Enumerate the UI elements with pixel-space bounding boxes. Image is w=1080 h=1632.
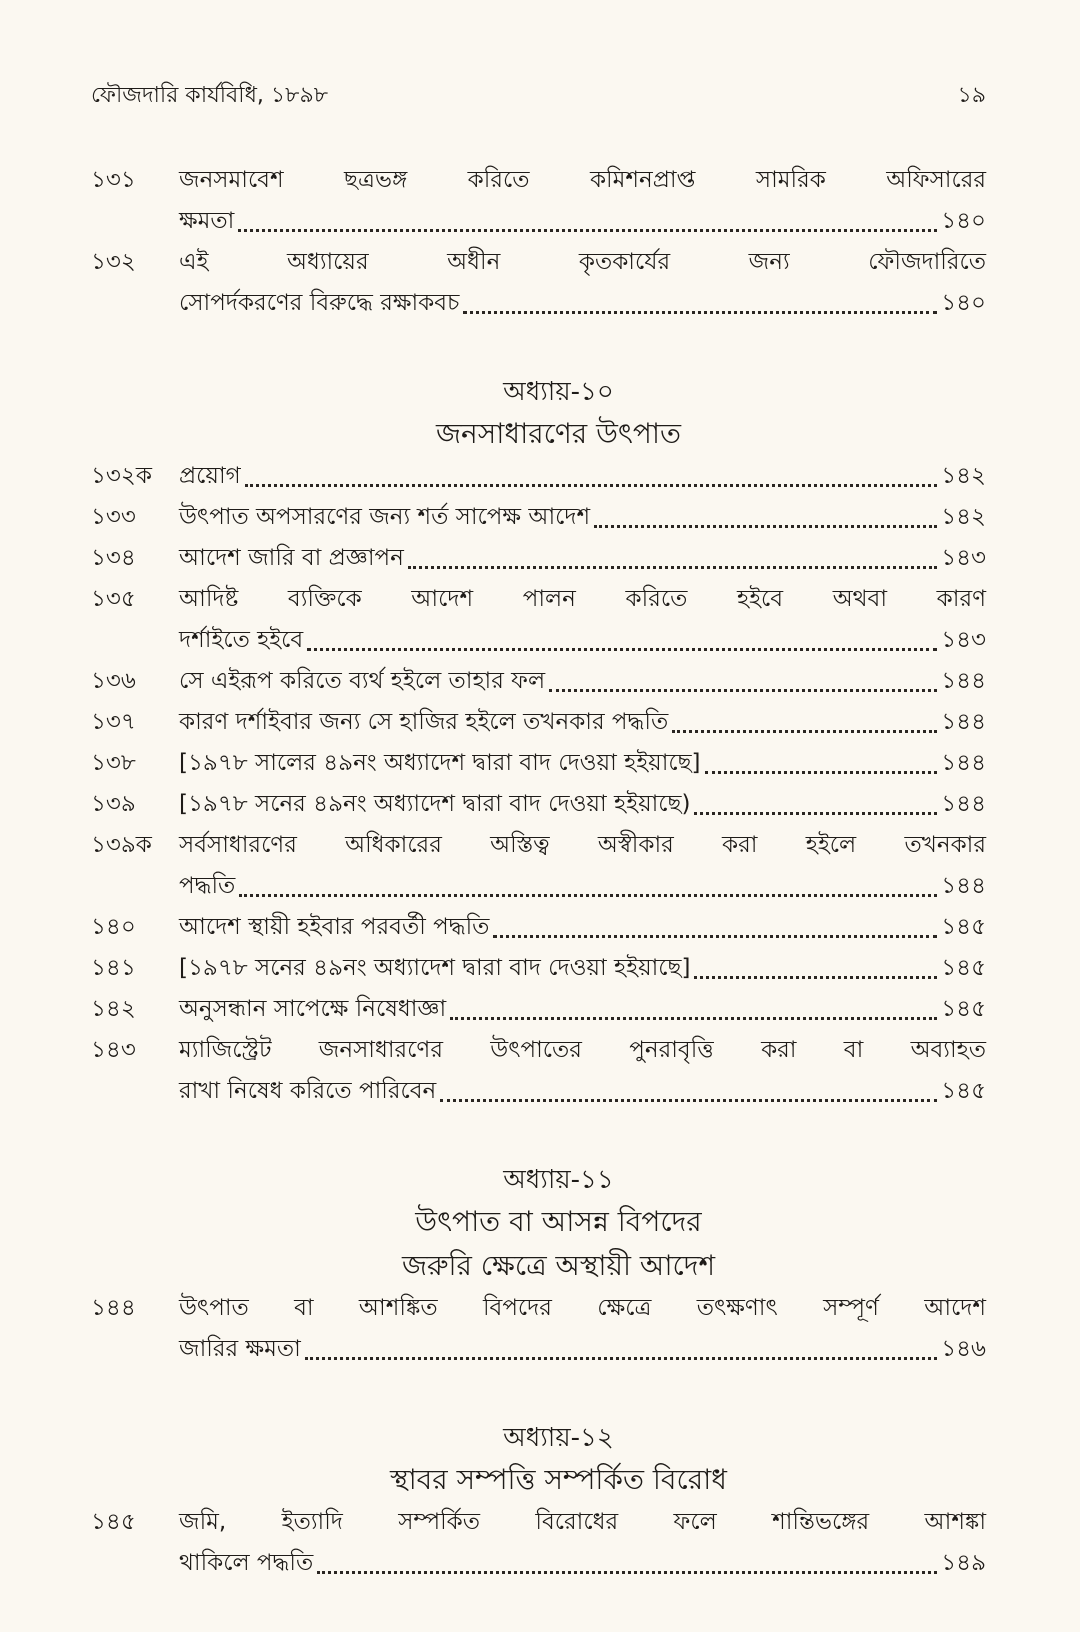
toc-entry <box>91 1030 986 1112</box>
entry-title-text: আদেশ স্থায়ী হইবার পরবর্তী পদ্ধতি <box>179 914 490 940</box>
chapter-heading <box>131 1160 986 1288</box>
entry-title-text: দর্শাইতে হইবে <box>179 627 304 653</box>
entry-body <box>179 1502 986 1584</box>
entry-body <box>179 661 986 702</box>
entry-body <box>179 497 986 538</box>
entry-title-last-line <box>179 1543 986 1584</box>
dot-leader <box>450 1017 937 1020</box>
entry-title-last-line <box>179 1071 986 1112</box>
chapter-label: অধ্যায়-১২ <box>503 1423 614 1453</box>
section-number: ১৪২ <box>91 996 136 1022</box>
entry-page-number: ১৪৪ <box>941 873 986 899</box>
section-number: ১৩৭ <box>91 709 136 735</box>
entry-body <box>179 948 986 989</box>
dot-leader <box>594 525 937 528</box>
entry-page-number: ১৪৪ <box>941 750 986 776</box>
spacer <box>91 324 986 372</box>
entry-title-line: আদিষ্ট ব্যক্তিকে আদেশ পালন করিতে হইবে অথবা কারণ <box>179 586 986 612</box>
entry-title-text: অনুসন্ধান সাপেক্ষে নিষেধাজ্ঞা <box>179 996 447 1022</box>
dot-leader <box>463 311 937 314</box>
entry-page-number: ১৪৩ <box>941 627 986 653</box>
dot-leader <box>694 976 937 979</box>
table-of-contents <box>91 160 986 1584</box>
dot-leader <box>440 1099 937 1102</box>
entry-title-line <box>179 948 986 989</box>
entry-body <box>179 907 986 948</box>
entry-title-line: সর্বসাধারণের অধিকারের অস্তিত্ব অস্বীকার করা হইলে তখনকার <box>179 832 986 858</box>
entry-title-text: থাকিলে পদ্ধতি <box>179 1550 314 1576</box>
entry-title-line <box>179 907 986 948</box>
entry-page-number: ১৪৫ <box>941 914 986 940</box>
chapter-title: উৎপাত বা আসন্ন বিপদের <box>415 1205 702 1238</box>
toc-entry <box>91 661 986 702</box>
chapter-title: জনসাধারণের উৎপাত <box>436 417 681 450</box>
entry-body <box>179 579 986 661</box>
section-number: ১৪৫ <box>91 1509 136 1535</box>
section-number: ১৩২ <box>91 249 136 275</box>
toc-entry <box>91 242 986 324</box>
toc-entry <box>91 784 986 825</box>
section-number: ১৪৪ <box>91 1295 136 1321</box>
entry-page-number: ১৪৫ <box>941 996 986 1022</box>
entry-body <box>179 702 986 743</box>
running-header <box>91 78 986 115</box>
section-number: ১৩৩ <box>91 504 136 530</box>
toc-entry <box>91 160 986 242</box>
book-title: ফৌজদারি কার্যবিধি, ১৮৯৮ <box>91 83 329 108</box>
entry-page-number: ১৪২ <box>941 504 986 530</box>
toc-entry <box>91 743 986 784</box>
entry-page-number: ১৪৬ <box>941 1336 986 1362</box>
entry-title-line: জনসমাবেশ ছত্রভঙ্গ করিতে কমিশনপ্রাপ্ত সামরিক অফিসারের <box>179 167 986 193</box>
entry-title-line <box>179 702 986 743</box>
entry-title-line <box>179 743 986 784</box>
entry-title-text: উৎপাত অপসারণের জন্য শর্ত সাপেক্ষ আদেশ <box>179 504 591 530</box>
entry-title-line <box>179 784 986 825</box>
entry-title-line: ম্যাজিস্ট্রেট জনসাধারণের উৎপাতের পুনরাবৃত্তি করা বা অব্যাহত <box>179 1037 986 1063</box>
entry-title-last-line <box>179 866 986 907</box>
entry-page-number: ১৪০ <box>941 208 986 234</box>
entry-title-line: এই অধ্যায়ের অধীন কৃতকার্যের জন্য ফৌজদারিতে <box>179 249 986 275</box>
entry-title-text: ক্ষমতা <box>179 208 235 234</box>
section-number: ১৩৪ <box>91 545 136 571</box>
section-number: ১৩৯ক <box>91 832 152 858</box>
dot-leader <box>549 689 937 692</box>
toc-entry <box>91 538 986 579</box>
page-number: ১৯ <box>957 83 986 108</box>
entry-page-number: ১৪৯ <box>941 1550 986 1576</box>
dot-leader <box>694 812 937 815</box>
dot-leader <box>238 229 937 232</box>
dot-leader <box>317 1571 937 1574</box>
toc-entry <box>91 497 986 538</box>
entry-title-last-line <box>179 283 986 324</box>
dot-leader <box>705 771 938 774</box>
entry-page-number: ১৪৪ <box>941 668 986 694</box>
entry-title-text: সে এইরূপ করিতে ব্যর্থ হইলে তাহার ফল <box>179 668 546 694</box>
entry-body <box>179 538 986 579</box>
entry-body <box>179 989 986 1030</box>
section-number: ১৩৬ <box>91 668 136 694</box>
entry-page-number: ১৪২ <box>941 463 986 489</box>
dot-leader <box>245 484 937 487</box>
entry-title-text: সোপর্দকরণের বিরুদ্ধে রক্ষাকবচ <box>179 290 460 316</box>
toc-entry <box>91 456 986 497</box>
entry-title-text: আদেশ জারি বা প্রজ্ঞাপন <box>179 545 404 571</box>
entry-page-number: ১৪৪ <box>941 709 986 735</box>
entry-title-last-line <box>179 201 986 242</box>
toc-entry <box>91 579 986 661</box>
entry-page-number: ১৪৩ <box>941 545 986 571</box>
entry-page-number: ১৪৫ <box>941 955 986 981</box>
entry-title-text: প্রয়োগ <box>179 463 241 489</box>
section-number: ১৩১ <box>91 167 136 193</box>
toc-entry <box>91 702 986 743</box>
dot-leader <box>408 566 937 569</box>
chapter-label: অধ্যায়-১০ <box>503 377 614 407</box>
toc-entry <box>91 825 986 907</box>
chapter-title: স্থাবর সম্পত্তি সম্পর্কিত বিরোধ <box>390 1463 727 1496</box>
toc-entry <box>91 907 986 948</box>
entry-title-text: কারণ দর্শাইবার জন্য সে হাজির হইলে তখনকার পদ্ধতি <box>179 709 669 735</box>
section-number: ১৪১ <box>91 955 136 981</box>
entry-title-line <box>179 538 986 579</box>
dot-leader <box>672 730 937 733</box>
entry-title-last-line <box>179 1329 986 1370</box>
toc-entry <box>91 948 986 989</box>
dot-leader <box>493 935 937 938</box>
spacer <box>91 1370 986 1418</box>
entry-body <box>179 1288 986 1370</box>
section-number: ১৪৩ <box>91 1037 136 1063</box>
entry-title-text: পদ্ধতি <box>179 873 236 899</box>
entry-body <box>179 825 986 907</box>
entry-title-text: [১৯৭৮ সালের ৪৯নং অধ্যাদেশ দ্বারা বাদ দেওয়া হইয়াছে] <box>179 750 701 776</box>
entry-body <box>179 1030 986 1112</box>
entry-title-line <box>179 661 986 702</box>
entry-title-text: জারির ক্ষমতা <box>179 1336 301 1362</box>
entry-title-text: [১৯৭৮ সনের ৪৯নং অধ্যাদেশ দ্বারা বাদ দেওয়া হইয়াছে] <box>179 955 691 981</box>
entry-title-line <box>179 989 986 1030</box>
section-number: ১৩২ক <box>91 463 152 489</box>
toc-entry <box>91 1288 986 1370</box>
section-number: ১৩৯ <box>91 791 136 817</box>
entry-title-line <box>179 497 986 538</box>
dot-leader <box>239 894 937 897</box>
toc-entry <box>91 989 986 1030</box>
entry-body <box>179 160 986 242</box>
entry-page-number: ১৪০ <box>941 290 986 316</box>
entry-body <box>179 456 986 497</box>
toc-entry <box>91 1502 986 1584</box>
entry-body <box>179 743 986 784</box>
chapter-heading <box>131 372 986 456</box>
section-number: ১৪০ <box>91 914 136 940</box>
entry-title-text: [১৯৭৮ সনের ৪৯নং অধ্যাদেশ দ্বারা বাদ দেওয়া হইয়াছে) <box>179 791 691 817</box>
entry-body <box>179 784 986 825</box>
dot-leader <box>307 648 937 651</box>
entry-title-text: রাখা নিষেধ করিতে পারিবেন <box>179 1078 437 1104</box>
entry-title-line <box>179 456 986 497</box>
entry-page-number: ১৪৫ <box>941 1078 986 1104</box>
entry-title-last-line <box>179 620 986 661</box>
chapter-title: জরুরি ক্ষেত্রে অস্থায়ী আদেশ <box>401 1249 716 1282</box>
entry-title-line: উৎপাত বা আশঙ্কিত বিপদের ক্ষেত্রে তৎক্ষণাৎ সম্পূর্ণ আদেশ <box>179 1295 986 1321</box>
dot-leader <box>305 1357 937 1360</box>
spacer <box>91 1112 986 1160</box>
chapter-heading <box>131 1418 986 1502</box>
entry-body <box>179 242 986 324</box>
entry-title-line: জমি, ইত্যাদি সম্পর্কিত বিরোধের ফলে শান্তিভঙ্গের আশঙ্কা <box>179 1509 986 1535</box>
entry-page-number: ১৪৪ <box>941 791 986 817</box>
section-number: ১৩৮ <box>91 750 136 776</box>
chapter-label: অধ্যায়-১১ <box>503 1165 614 1195</box>
section-number: ১৩৫ <box>91 586 136 612</box>
